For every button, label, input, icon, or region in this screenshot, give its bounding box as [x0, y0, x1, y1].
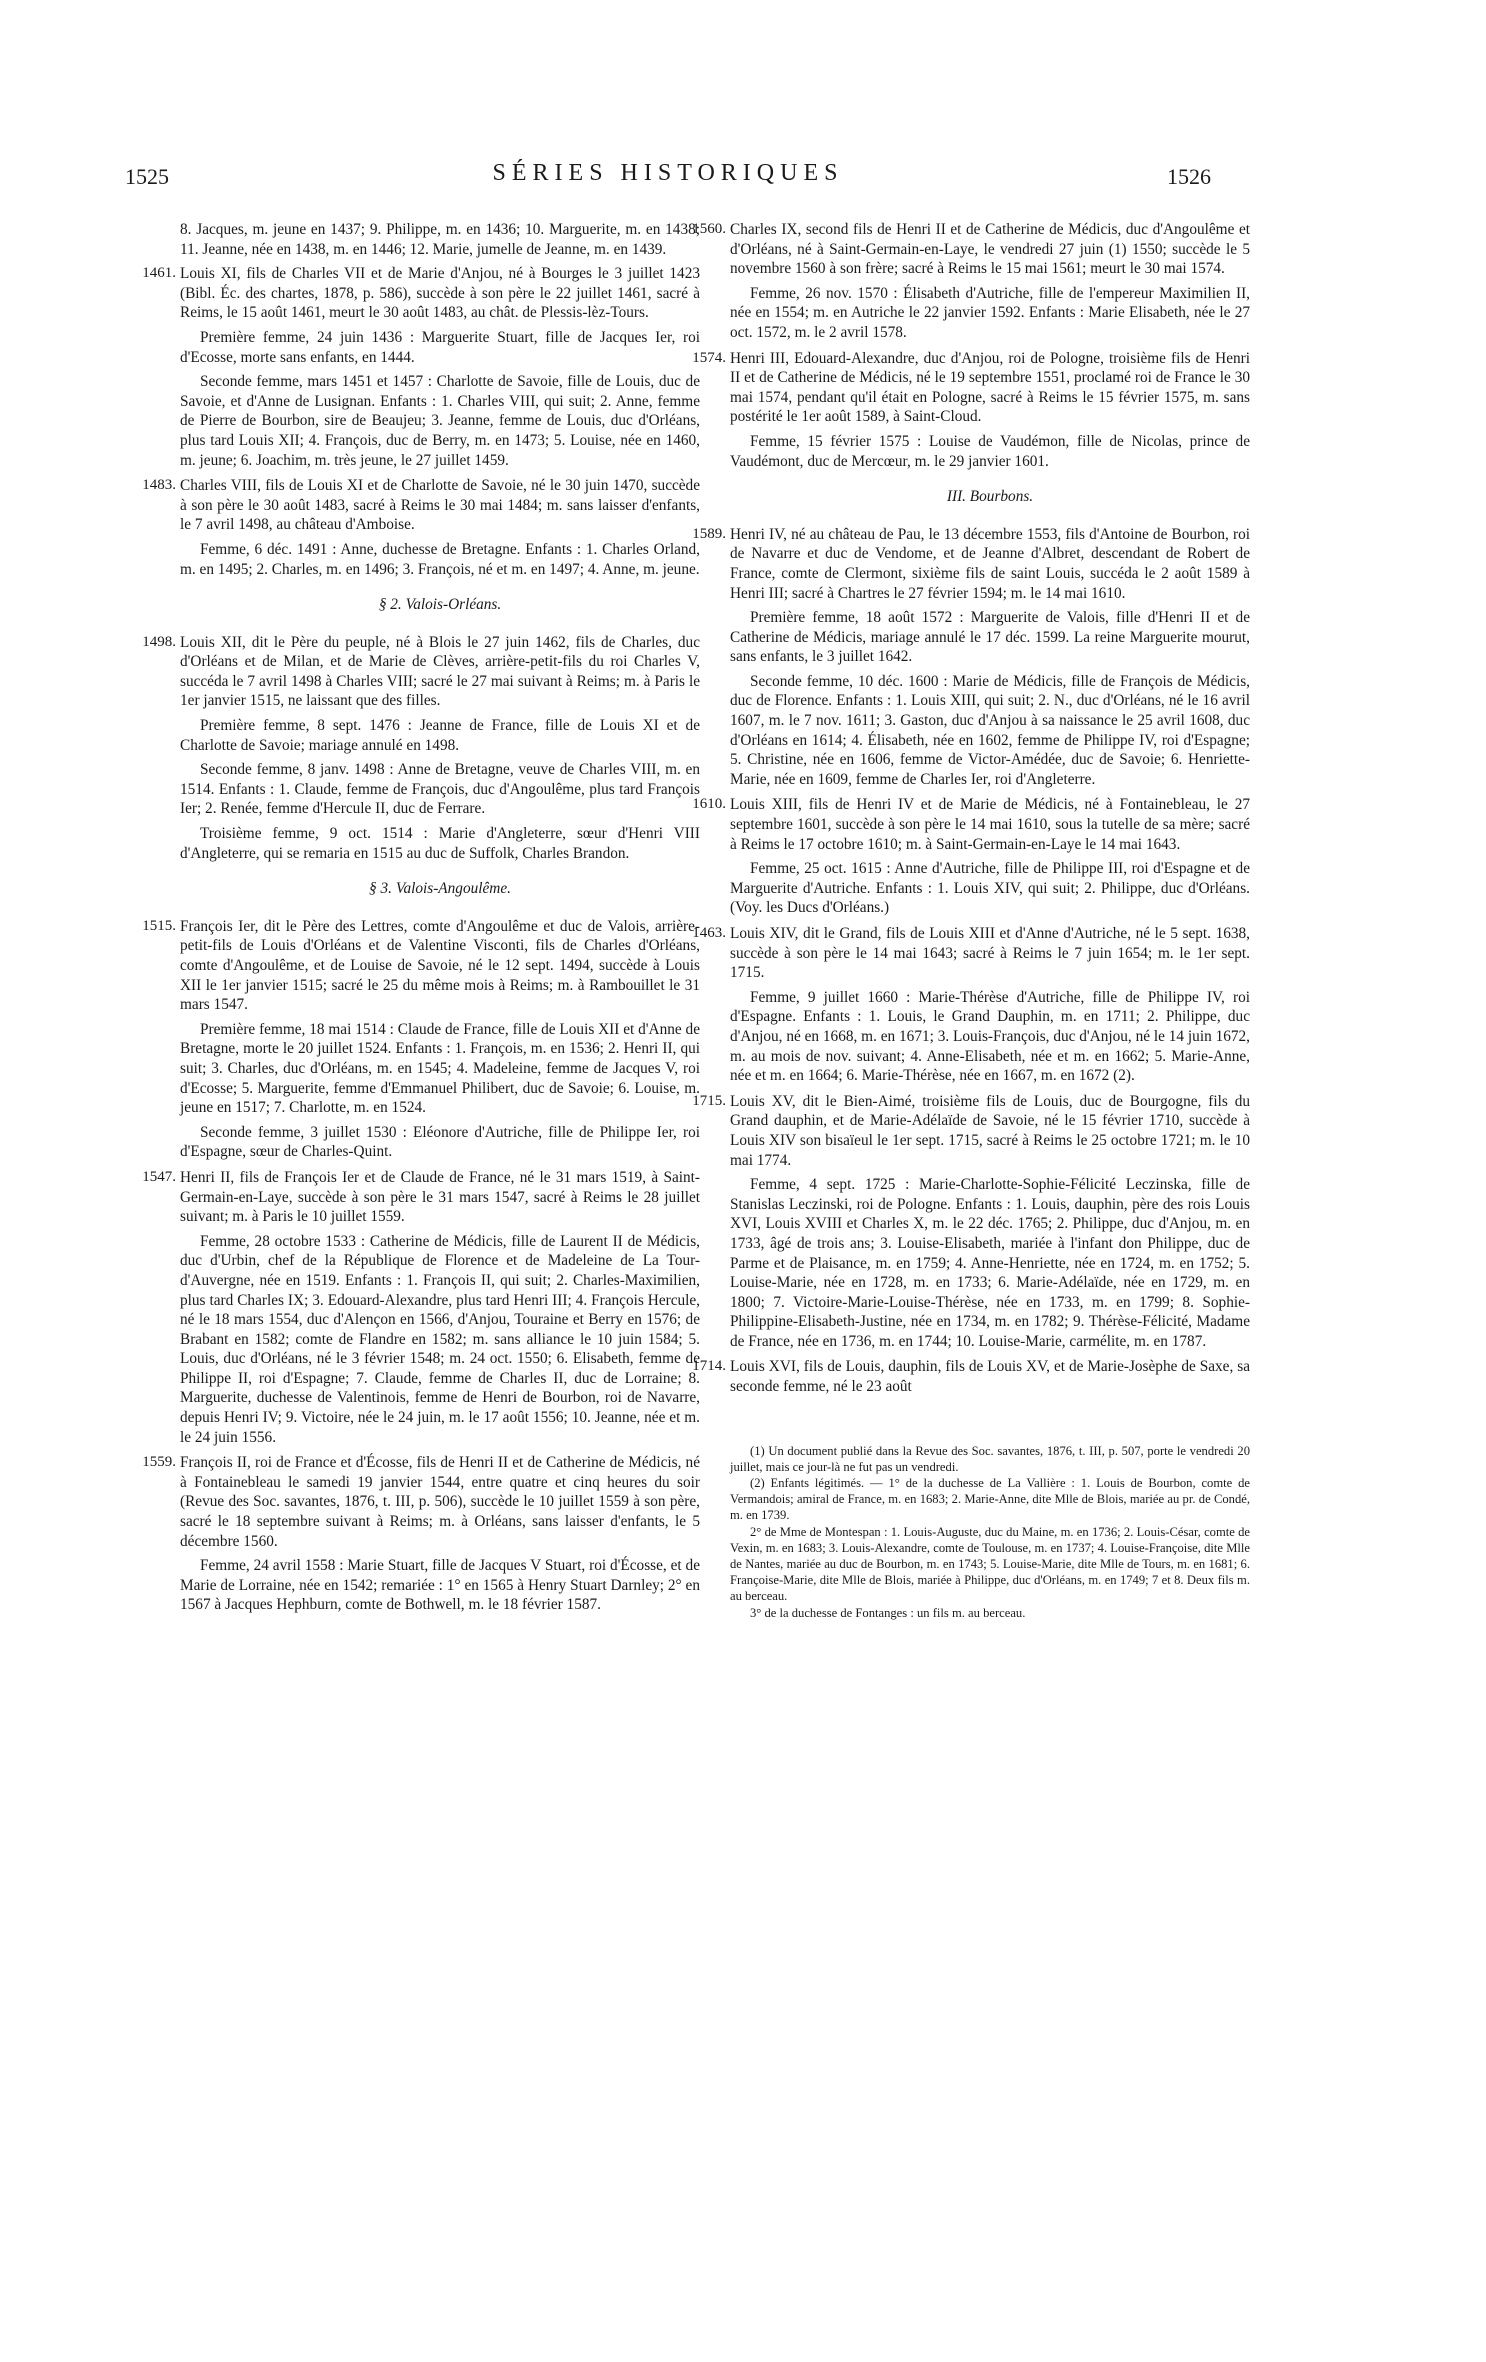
reign-text: Louis XII, dit le Père du peuple, né à Blois le 27 juin 1462, fils de Charles, duc d'Orléans et de Milan, et de Marie de Clèves, arrière-petit-fils du roi Charles V, succéda le 7 avril 1498 à Charles VIII; sacré le 27 mai suivant à Reims; m. à Paris le 1er janvier 1515, ne laissant que des filles. — [180, 633, 700, 710]
reign-year: 1461. — [142, 265, 176, 282]
reign-year: 1610. — [692, 796, 726, 813]
reign-entry — [142, 917, 700, 1162]
spouse-paragraph: Femme, 9 juillet 1660 : Marie-Thérèse d'Autriche, fille de Philippe IV, roi d'Espagne. Enfants : 1. Louis, le Grand Dauphin, m. en 1711; 2. Philippe, duc d'Anjou, né en 1668, m. en 1671; 3. Louis-François, duc d'Anjou, né le 14 juin 1672, m. au mois de nov. suivant; 4. Anne-Elisabeth, née et m. en 1662; 5. Marie-Anne, née et m. en 1664; 6. Marie-Thérèse, née en 1667, m. en 1672 (2). — [730, 988, 1250, 1085]
reign-text: François II, roi de France et d'Écosse, fils de Henri II et de Catherine de Médicis, né à Fontainebleau le samedi 19 janvier 1544, entre quatre et cinq heures du soir (Revue des Soc. savantes, 1876, t. III, p. 506), succède le 10 juillet 1559 à son père, sacré le 18 septembre suivant à Reims; m. à Orléans, sans laisser d'enfants, le 5 décembre 1560. — [180, 1454, 700, 1550]
reign-entry — [142, 1453, 700, 1615]
reign-year: 1714. — [692, 1358, 726, 1375]
reign-year: 1559. — [142, 1454, 176, 1471]
entries-group-francois-to-francois-ii — [142, 917, 700, 1615]
reign-year: 1589. — [692, 525, 726, 542]
continuation-text: 8. Jacques, m. jeune en 1437; 9. Philippe, m. en 1436; 10. Marguerite, m. en 1438; 11. Jeanne, née en 1438, m. en 1446; 12. Marie, jumelle de Jeanne, m. en 1439. — [180, 221, 700, 258]
spouse-paragraph: Femme, 15 février 1575 : Louise de Vaudémon, fille de Nicolas, prince de Vaudémont, duc de Mercœur, m. le 29 janvier 1601. — [730, 432, 1250, 470]
reign-entry — [142, 476, 700, 579]
reign-year: 1560. — [692, 221, 726, 237]
reign-year: 1498. — [142, 633, 176, 650]
spouse-paragraph: Troisième femme, 9 oct. 1514 : Marie d'Angleterre, sœur d'Henri VIII d'Angleterre, qui se remaria en 1515 au duc de Suffolk, Charles Brandon. — [180, 825, 700, 862]
reign-text: Louis XI, fils de Charles VII et de Marie d'Anjou, né à Bourges le 3 juillet 1423 (Bibl. Éc. des chartes, 1878, p. 586), succède à son père le 22 juillet 1461, sacré à Reims, le 15 août 1461, meurt le 30 août 1483, au chât. de Plessis-lèz-Tours. — [180, 265, 700, 322]
left-page-number: 1525 — [125, 164, 169, 189]
spouse-paragraph: Femme, 28 octobre 1533 : Catherine de Médicis, fille de Laurent II de Médicis, duc d'Urbin, chef de la République de Florence et de Madeleine de La Tour-d'Auvergne, née en 1519. Enfants : 1. François II, qui suit; 2. Charles-Maximilien, plus tard Charles IX; 3. Edouard-Alexandre, plus tard Henri III; 4. François Hercule, né le 18 mars 1554, duc d'Alençon en 1566, d'Anjou, Touraine et Berry en 1576; de Brabant en 1582; comte de Flandre en 1582; m. sans alliance le 10 juin 1584; 5. Louis, duc d'Orléans, né le 3 février 1548; m. 24 oct. 1550; 6. Elisabeth, femme de Philippe II, roi d'Espagne; 7. Claude, femme de Charles II, duc de Lorraine; 8. Marguerite, duchesse de Valentinois, femme de Henri de Bourbon, roi de Navarre, depuis Henri IV; 9. Victoire, née le 24 juin, m. le 17 août 1556; 10. Jeanne, née et m. le 24 juin 1556. — [180, 1232, 700, 1446]
reign-year: 1715. — [692, 1092, 726, 1109]
right-column — [692, 220, 1250, 1621]
spouse-paragraph: Femme, 26 nov. 1570 : Élisabeth d'Autriche, fille de l'empereur Maximilien II, née en 1554; m. en Autriche le 22 janvier 1592. Enfants : Marie Elisabeth, née le 27 oct. 1572, m. le 2 avril 1578. — [730, 284, 1250, 341]
reign-year: 1463. — [692, 925, 726, 941]
reign-year: 1515. — [142, 917, 176, 934]
reign-text: Louis XVI, fils de Louis, dauphin, fils de Louis XV, et de Marie-Josèphe de Saxe, sa seconde femme, né le 23 août — [730, 1358, 1250, 1396]
entries-group-louis-xii — [142, 633, 700, 864]
reign-entry — [692, 525, 1250, 790]
reign-entry — [692, 924, 1250, 1086]
reign-text: Charles IX, second fils de Henri II et de Catherine de Médicis, duc d'Angoulême et d'Orléans, né à Saint-Germain-en-Laye, le vendredi 27 juin (1) 1550; succède le 5 novembre 1560 à son frère; sacré à Reims le 15 mai 1561; meurt le 30 mai 1574. — [730, 221, 1250, 278]
reign-text: Henri III, Edouard-Alexandre, duc d'Anjou, roi de Pologne, troisième fils de Henri II et de Catherine de Médicis, né le 19 septembre 1551, proclamé roi de France le 30 mai 1574, pendant qu'il était en Pologne, sacré à Reims le 15 février 1575, m. sans postérité le 1er août 1589, à Saint-Cloud. — [730, 349, 1250, 426]
section-heading-valois-angouleme: § 3. Valois-Angoulême. — [369, 880, 511, 898]
reign-text: Henri IV, né au château de Pau, le 13 décembre 1553, fils d'Antoine de Bourbon, roi de Navarre et duc de Vendome, et de Jeanne d'Albret, descendant de Robert de France, comte de Clermont, sixième fils de saint Louis, succéda le 2 août 1589 à Henri III; sacré à Chartres le 27 février 1594; m. le 14 mai 1610. — [730, 525, 1250, 602]
spouse-paragraph: Première femme, 18 mai 1514 : Claude de France, fille de Louis XII et d'Anne de Bretagne, morte le 20 juillet 1524. Enfants : 1. François, m. en 1536; 2. Henri II, qui suit; 3. Charles, duc d'Orléans, m. en 1545; 4. Madeleine, femme de Jacques V, roi d'Ecosse; 5. Marguerite, femme d'Emmanuel Philibert, duc de Savoie; 6. Louise, m. jeune en 1517; 7. Charlotte, m. en 1524. — [180, 1020, 700, 1117]
entries-group-bourbons — [692, 525, 1250, 1397]
reign-entry — [692, 1357, 1250, 1396]
right-page-number: 1526 — [1167, 164, 1211, 189]
entries-group-charles-ix-henri-iii — [692, 220, 1250, 471]
spouse-paragraph: Seconde femme, 10 déc. 1600 : Marie de Médicis, fille de François de Médicis, duc de Florence. Enfants : 1. Louis XIII, qui suit; 2. N., duc d'Orléans, né le 16 avril 1607, m. le 7 nov. 1611; 3. Gaston, duc d'Anjou à sa naissance le 25 avril 1608, duc d'Orléans en 1614; 4. Élisabeth, née en 1602, femme de Philippe IV, roi d'Espagne; 5. Christine, née en 1606, femme de Victor-Amédée, duc de Savoie; 6. Henriette-Marie, née en 1609, femme de Charles Ier, roi d'Angleterre. — [730, 672, 1250, 788]
footnote: (1) Un document publié dans la Revue des Soc. savantes, 1876, t. III, p. 507, porte le vendredi 20 juillet, mais ce jour-là ne fut pas un vendredi. — [730, 1443, 1250, 1474]
reign-entry — [142, 633, 700, 864]
spouse-paragraph: Femme, 24 avril 1558 : Marie Stuart, fille de Jacques V Stuart, roi d'Écosse, et de Marie de Lorraine, née en 1542; remariée : 1° en 1565 à Henry Stuart Darnley; 2° en 1567 à Jacques Hephburn, comte de Bothwell, m. le 18 février 1587. — [180, 1557, 700, 1614]
reign-entry — [142, 264, 700, 470]
footnote: 3° de la duchesse de Fontanges : un fils m. au berceau. — [750, 1605, 1026, 1620]
footnote: 2° de Mme de Montespan : 1. Louis-Auguste, duc du Maine, m. en 1736; 2. Louis-César, comte de Vexin, m. en 1683; 3. Louis-Alexandre, comte de Toulouse, m. en 1737; 4. Louise-Françoise, dite Mlle de Nantes, mariée au duc de Bourbon, m. en 1743; 5. Louise-Marie, dite Mlle de Tours, m. en 1681; 6. Françoise-Marie, dite Mlle de Blois, mariée à Philippe, duc d'Orléans, m. en 1749; 7 et 8. Deux fils m. au berceau. — [730, 1524, 1250, 1604]
spouse-paragraph: Seconde femme, 3 juillet 1530 : Eléonore d'Autriche, fille de Philippe Ier, roi d'Espagne, sœur de Charles-Quint. — [180, 1123, 700, 1161]
section-heading-bourbons: III. Bourbons. — [946, 488, 1034, 506]
reign-text: Louis XIV, dit le Grand, fils de Louis XIII et d'Anne d'Autriche, né le 5 sept. 1638, succède à son père le 14 mai 1643; sacré à Reims le 7 juin 1654; m. le 1er sept. 1715. — [730, 925, 1250, 982]
page-title: SÉRIES HISTORIQUES — [492, 160, 844, 186]
page-header — [125, 160, 1211, 200]
reign-year: 1547. — [142, 1168, 176, 1185]
spouse-paragraph: Première femme, 18 août 1572 : Marguerite de Valois, fille d'Henri II et de Catherine de Médicis, mariage annulé le 17 déc. 1599. La reine Marguerite mourut, sans enfants, le 3 juillet 1642. — [730, 609, 1250, 666]
left-column — [142, 220, 700, 1621]
spouse-paragraph: Femme, 25 oct. 1615 : Anne d'Autriche, fille de Philippe III, roi d'Espagne et de Marguerite d'Autriche. Enfants : 1. Louis XIV, qui suit; 2. Philippe, duc d'Orléans. (Voy. les Ducs d'Orléans.) — [730, 860, 1250, 917]
spouse-paragraph: Femme, 6 déc. 1491 : Anne, duchesse de Bretagne. Enfants : 1. Charles Orland, m. en 1495; 2. Charles, m. en 1496; 3. François, né et m. en 1497; 4. Anne, m. jeune. — [180, 540, 700, 578]
reign-year: 1574. — [692, 349, 726, 366]
reign-text: François Ier, dit le Père des Lettres, comte d'Angoulême et duc de Valois, arrière-petit-fils de Louis d'Orléans et de Valentine Visconti, fils de Charles d'Orléans, comte d'Angoulême, et de Louise de Savoie, né le 12 sept. 1494, succède à Louis XII le 1er janvier 1515; sacré le 25 du même mois à Reims; m. à Rambouillet le 31 mars 1547. — [180, 917, 700, 1014]
reign-year: 1483. — [142, 477, 176, 494]
reign-text: Louis XV, dit le Bien-Aimé, troisième fils de Louis, duc de Bourgogne, fils du Grand dauphin, et de Marie-Adélaïde de Savoie, né le 15 février 1710, succède à Louis XIV son bisaïeul le 1er sept. 1715, sacré à Reims le 25 octobre 1721; m. le 10 mai 1774. — [730, 1092, 1250, 1169]
spouse-paragraph: Seconde femme, mars 1451 et 1457 : Charlotte de Savoie, fille de Louis, duc de Savoie, et d'Anne de Lusignan. Enfants : 1. Charles VIII, qui suit; 2. Anne, femme de Pierre de Bourbon, sire de Beaujeu; 3. Jeanne, femme de Louis, duc d'Orléans, plus tard Louis XII; 4. François, duc de Berry, m. en 1473; 5. Louise, née en 1460, m. jeune; 6. Joachim, m. très jeune, le 27 juillet 1459. — [180, 373, 700, 469]
reign-text: Henri II, fils de François Ier et de Claude de France, né le 31 mars 1519, à Saint-Germain-en-Laye, succède à son père le 31 mars 1547, sacré à Reims le 28 juillet suivant; m. à Paris le 10 juillet 1559. — [180, 1168, 700, 1226]
reign-entry — [692, 349, 1250, 472]
spouse-paragraph: Seconde femme, 8 janv. 1498 : Anne de Bretagne, veuve de Charles VIII, m. en 1514. Enfants : 1. Claude, femme de François, duc d'Angoulême, plus tard François Ier; 2. Renée, femme d'Hercule II, duc de Ferrare. — [180, 761, 700, 818]
reign-entry — [692, 220, 1250, 343]
reign-text: Charles VIII, fils de Louis XI et de Charlotte de Savoie, né le 30 juin 1470, succède à son père le 30 août 1483, sacré à Reims le 30 mai 1484; m. sans laisser d'enfants, le 7 avril 1498, au château d'Amboise. — [180, 477, 700, 534]
reign-text: Louis XIII, fils de Henri IV et de Marie de Médicis, né à Fontainebleau, le 27 septembre 1601, succède à son père le 14 mai 1610, sous la tutelle de sa mère; sacré à Reims le 17 octobre 1610; m. à Saint-Germain-en-Laye le 14 mai 1643. — [730, 796, 1250, 853]
footnote: (2) Enfants légitimés. — 1° de la duchesse de La Vallière : 1. Louis de Bourbon, comte de Vermandois; amiral de France, m. en 1683; 2. Marie-Anne, dite Mlle de Blois, mariée au pr. de Condé, m. en 1739. — [730, 1476, 1250, 1523]
footnotes — [730, 1443, 1250, 1621]
reign-entry — [142, 1168, 700, 1447]
section-heading-valois-orleans: § 2. Valois-Orléans. — [378, 596, 502, 614]
reign-entry — [692, 1092, 1250, 1352]
reign-entry — [692, 795, 1250, 918]
spouse-paragraph: Première femme, 24 juin 1436 : Marguerite Stuart, fille de Jacques Ier, roi d'Ecosse, morte sans enfants, en 1444. — [180, 328, 700, 366]
spouse-paragraph: Femme, 4 sept. 1725 : Marie-Charlotte-Sophie-Félicité Leczinska, fille de Stanislas Leczinski, roi de Pologne. Enfants : 1. Louis, dauphin, père des rois Louis XVI, Louis XVIII et Charles X, m. le 22 déc. 1765; 2. Philippe, duc d'Anjou, m. en 1733, âgé de trois ans; 3. Louise-Elisabeth, mariée à l'infant don Philippe, duc de Parme et de Plaisance, m. en 1759; 4. Anne-Henriette, née en 1724, m. en 1752; 5. Louise-Marie, née en 1728, m. en 1733; 6. Marie-Adélaïde, née en 1729, m. en 1800; 7. Victoire-Marie-Louise-Thérèse, née en 1733, m. en 1799; 8. Sophie-Philippine-Elisabeth-Justine, née en 1734, m. en 1782; 9. Thérèse-Félicité, Madame de France, née en 1736, m. en 1744; 10. Louise-Marie, carmélite, m. en 1787. — [730, 1176, 1250, 1350]
spouse-paragraph: Première femme, 8 sept. 1476 : Jeanne de France, fille de Louis XI et de Charlotte de Savoie; mariage annulé en 1498. — [180, 717, 700, 754]
entries-group-louis-xi-charles-viii — [142, 264, 700, 579]
